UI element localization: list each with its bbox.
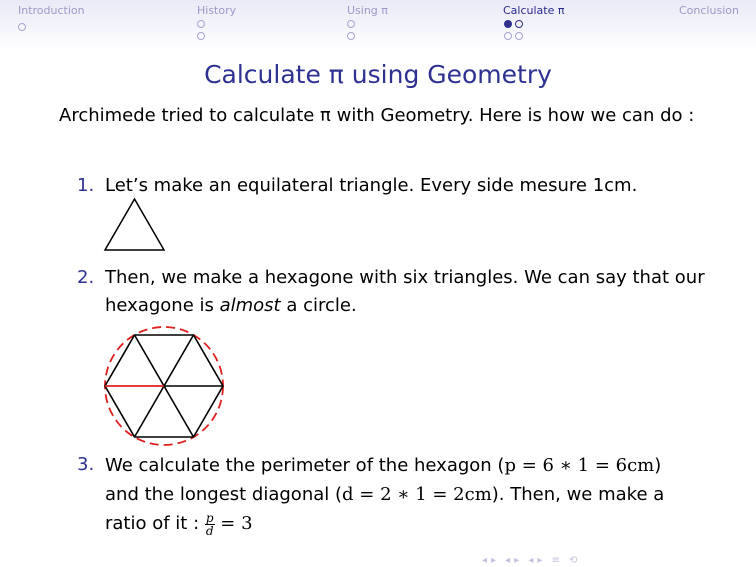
subsection-next-icon[interactable]: ▸ [514, 555, 520, 566]
frame-bullet[interactable] [347, 20, 355, 28]
hexagon-spoke [135, 386, 165, 437]
step-1-text: Let’s make an equilateral triangle. Every side mesure 1cm. [105, 175, 638, 196]
nav-using-pi[interactable]: Using π [347, 4, 388, 17]
using-pi-frame-bullets [347, 20, 358, 40]
step-3-number: 3. [77, 454, 95, 475]
step-3-line-3: ratio of it : [105, 513, 205, 534]
hexagon-spoke [135, 335, 165, 386]
hexagon-spoke [164, 335, 194, 386]
nav-calculate-pi[interactable]: Calculate π [503, 4, 565, 17]
calculate-pi-frame-bullets [504, 20, 526, 40]
frame-bullet[interactable] [197, 20, 205, 28]
frame-bullet-current[interactable] [515, 20, 523, 28]
frame-prev-icon[interactable]: ◂ [482, 555, 488, 566]
step-3-text [105, 451, 725, 538]
navigation-bar [0, 0, 756, 50]
fraction-denominator: d [205, 523, 214, 538]
frame-bullet-visited[interactable] [504, 20, 512, 28]
perimeter-formula: p = 6 ∗ 1 = 6cm [504, 455, 655, 476]
frame-bullet[interactable] [347, 32, 355, 40]
history-frame-bullets [197, 20, 208, 40]
frame-next-icon[interactable]: ▸ [491, 555, 497, 566]
diagonal-formula: d = 2 ∗ 1 = 2cm [342, 484, 492, 505]
section-next-icon[interactable]: ▸ [537, 555, 543, 566]
step-3-line-2: and the longest diagonal ( [105, 484, 343, 505]
hexagon-figure [98, 320, 230, 452]
frame-bullet[interactable] [504, 32, 512, 40]
step-2-emphasis: almost [219, 295, 281, 316]
step-2-number: 2. [77, 267, 95, 288]
triangle-figure [100, 195, 170, 255]
step-3-line-2-end: ). Then, we make a [491, 484, 665, 505]
align-icon[interactable]: ≡ [551, 555, 560, 566]
frame-bullet[interactable] [515, 32, 523, 40]
nav-introduction[interactable]: Introduction [18, 4, 85, 17]
ratio-result: = 3 [214, 513, 253, 534]
step-1-number: 1. [77, 175, 95, 196]
introduction-frame-bullets [18, 23, 29, 31]
step-3-line-1-end: ) [654, 455, 662, 476]
nav-history[interactable]: History [197, 4, 237, 17]
search-icon[interactable]: ⟲ [568, 555, 578, 566]
step-2-text-end: a circle. [280, 295, 357, 316]
intro-paragraph: Archimede tried to calculate π with Geometry. Here is how we can do : [59, 105, 695, 126]
nav-conclusion[interactable]: Conclusion [679, 4, 739, 17]
ratio-fraction [205, 512, 215, 537]
step-2-text [105, 264, 705, 320]
step-2-text-main: Then, we make a hexagone with six triangles. We can say that our hexagone is [105, 267, 705, 316]
beamer-navigation-controls [482, 548, 581, 566]
section-prev-icon[interactable]: ◂ [528, 555, 534, 566]
frame-bullet[interactable] [197, 32, 205, 40]
frame-bullet[interactable] [18, 23, 26, 31]
slide-title: Calculate π using Geometry [204, 60, 552, 89]
equilateral-triangle [105, 199, 164, 250]
fraction-numerator: p [205, 510, 214, 525]
hexagon-spoke [164, 386, 194, 437]
subsection-prev-icon[interactable]: ◂ [505, 555, 511, 566]
step-3-line-1: We calculate the perimeter of the hexagon ( [105, 455, 505, 476]
